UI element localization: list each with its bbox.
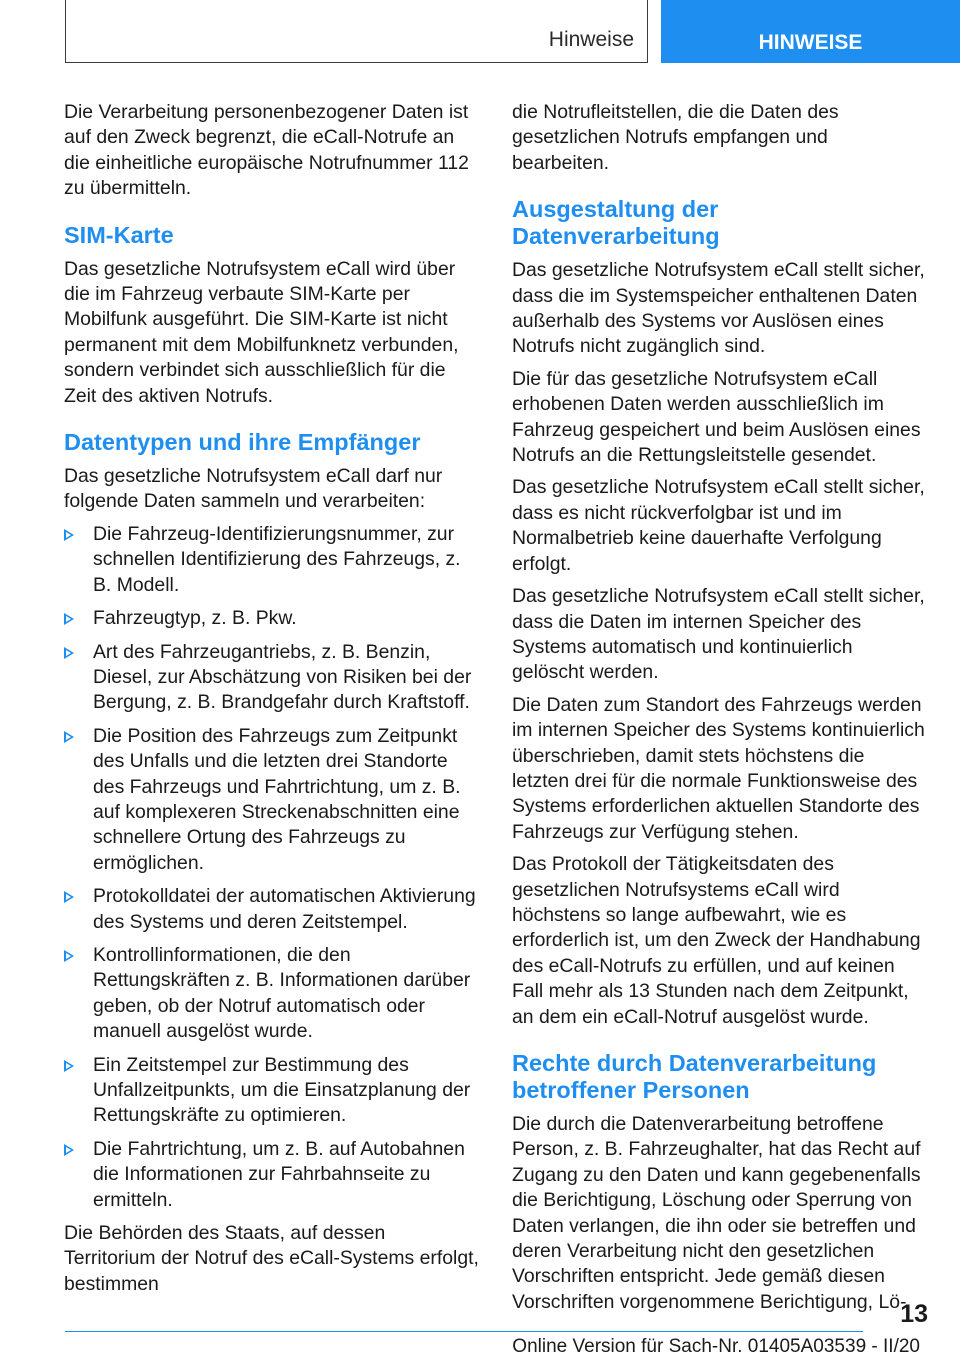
bullet-triangle-icon	[64, 891, 74, 903]
bullet-triangle-icon	[64, 1060, 74, 1072]
design-paragraph: Das gesetzliche Notrufsystem eCall stellt sicher, dass es nicht rückverfolgbar ist und im Normalbetrieb keine dauerhafte Verfolgung erfolgt.	[512, 476, 925, 575]
bullet-triangle-icon	[64, 647, 74, 659]
list-item: Die Fahrzeug-Identifizierungsnummer, zur schnellen Identifizierung des Fahrzeugs, z. B. Modell.	[64, 522, 480, 598]
design-paragraph: Das gesetzliche Notrufsystem eCall stellt sicher, dass die Daten im internen Speicher des Systems automatisch und kontinuierlich gelöscht werden.	[512, 585, 925, 684]
left-column	[64, 100, 480, 1304]
bullet-triangle-icon	[64, 529, 74, 541]
list-item: Kontrollinformationen, die den Rettungskräften z. B. Informationen darüber geben, ob der Notruf automatisch oder manuell ausgelöst wurde.	[64, 943, 480, 1045]
list-item: Ein Zeitstempel zur Bestimmung des Unfallzeitpunkts, um die Einsatzplanung der Rettungskräfte zu optimieren.	[64, 1053, 480, 1129]
list-item: Art des Fahrzeugantriebs, z. B. Benzin, Diesel, zur Abschätzung von Risiken bei der Bergung, z. B. Brandgefahr durch Kraftstoff.	[64, 640, 480, 716]
bullet-triangle-icon	[64, 731, 74, 743]
design-paragraph: Das Protokoll der Tätigkeitsdaten des gesetzlichen Notrufsystems eCall wird höchstens so lange aufbewahrt, wie es erforderlich ist, um den Zweck der Handhabung des eCall-Notrufs zu erfüllen, und auf keinen Fall mehr als 13 Stunden nach dem Zeitpunkt, an dem ein eCall-Notruf ausgelöst wurde.	[512, 853, 921, 1028]
header-section-title: Hinweise	[548, 28, 634, 51]
list-item: Die Position des Fahrzeugs zum Zeitpunkt des Unfalls und die letzten drei Standorte des Fahrzeugs und Fahrtrichtung, um z. B. auf komplexeren Streckenabschnitten eine schnellere Ortung des Fahrzeugs zu ermöglichen.	[64, 724, 480, 876]
header-chapter-tab[interactable]: HINWEISE	[661, 0, 960, 63]
footer-divider	[65, 1331, 863, 1332]
sim-heading: SIM-Karte	[64, 221, 174, 248]
intro-paragraph: Die Verarbeitung personenbezogener Daten ist auf den Zweck begrenzt, die eCall-Notrufe an die einheitliche europäische Notrufnummer 112 zu übermitteln.	[64, 101, 469, 200]
design-paragraph: Die für das gesetzliche Notrufsystem eCall erhobenen Daten werden ausschließlich im Fahrzeug gespeichert und beim Auslösen eines Notrufs an die Rettungsleitstelle gesendet.	[512, 367, 921, 467]
data-types-list	[64, 522, 480, 1213]
bullet-triangle-icon	[64, 1144, 74, 1156]
closing-paragraph: Die Behörden des Staats, auf dessen Territorium der Notruf des eCall-Systems erfolgt, bestimmen	[64, 1222, 479, 1295]
right-column	[512, 100, 926, 1322]
online-version-note: Online Version für Sach-Nr. 01405A03539 - II/20	[512, 1336, 920, 1357]
data-types-intro: Das gesetzliche Notrufsystem eCall darf nur folgende Daten sammeln und verarbeiten:	[64, 465, 443, 513]
list-item: Protokolldatei der automatischen Aktivierung des Systems und deren Zeitstempel.	[64, 884, 480, 935]
rights-paragraph: Die durch die Datenverarbeitung betroffene Person, z. B. Fahrzeughalter, hat das Recht auf Zugang zu den Daten und kann gegebenenfalls die Berichtigung, Löschung oder Sperrung von Daten verlangen, die ihn oder sie betreffen und deren Verarbeitung nicht den gesetzlichen Vorschriften entspricht. Jede gemäß diesen Vorschriften vorgenommene Berichtigung, Lö-	[512, 1113, 921, 1313]
rights-heading: Rechte durch Datenverarbeitung betroffener Personen	[512, 1050, 877, 1103]
continuation-paragraph: die Notrufleitstellen, die die Daten des gesetzlichen Notrufs empfangen und bearbeiten.	[512, 101, 839, 174]
list-item: Die Fahrtrichtung, um z. B. auf Autobahnen die Informationen zur Fahrbahnseite zu ermitteln.	[64, 1137, 480, 1213]
list-item: Fahrzeugtyp, z. B. Pkw.	[64, 606, 480, 631]
data-types-heading: Datentypen und ihre Empfänger	[64, 429, 421, 456]
design-heading: Ausgestaltung der Datenverarbeitung	[512, 196, 720, 250]
page-number: 13	[900, 1300, 928, 1328]
bullet-triangle-icon	[64, 613, 74, 625]
sim-paragraph: Das gesetzliche Notrufsystem eCall wird über die im Fahrzeug verbaute SIM-Karte per Mobilfunk ausgeführt. Die SIM-Karte ist nicht permanent mit dem Mobilfunknetz verbunden, sondern verbindet sich ausschließlich für die Zeit des aktiven Notrufs.	[64, 257, 459, 407]
design-paragraph: Die Daten zum Standort des Fahrzeugs werden im internen Speicher des Systems kontinuierlich überschrieben, damit stets höchstens die letzten drei für die normale Funktionsweise des Systems erforderlichen aktuellen Standorte des Fahrzeugs zur Verfügung stehen.	[512, 693, 925, 843]
design-paragraph: Das gesetzliche Notrufsystem eCall stellt sicher, dass die im Systemspeicher enthaltenen Daten außerhalb des Systems vor Auslösen eines Notrufs nicht zugänglich sind.	[512, 259, 925, 358]
bullet-triangle-icon	[64, 950, 74, 962]
